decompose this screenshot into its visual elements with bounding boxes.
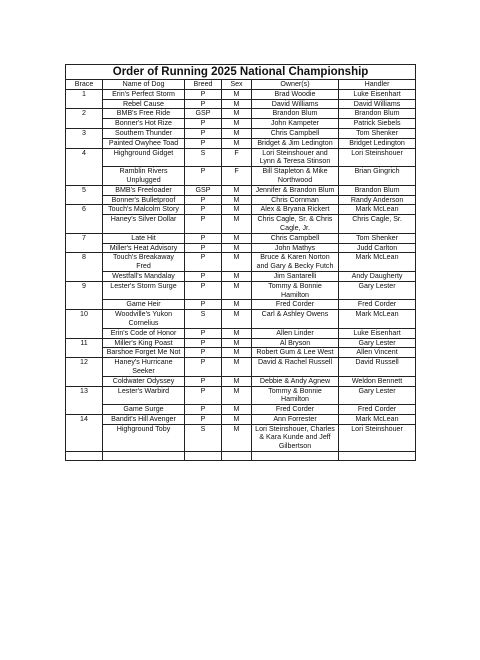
owner-cell: Tommy & Bonnie Hamilton — [252, 386, 339, 405]
table-row — [66, 195, 416, 205]
dog-name-cell: Lester's Warbird — [103, 386, 185, 405]
owner-cell: Jennifer & Brandon Blum — [252, 185, 339, 195]
brace-cell — [66, 405, 103, 415]
breed-cell: P — [185, 243, 222, 253]
header-owners: Owner(s) — [252, 80, 339, 90]
breed-cell: P — [185, 386, 222, 405]
owner-cell: John Mathys — [252, 243, 339, 253]
dog-name-cell: Rebel Cause — [103, 99, 185, 109]
breed-cell: P — [185, 89, 222, 99]
handler-cell: Luke Eisenhart — [339, 89, 416, 99]
owner-cell: Brad Woodie — [252, 89, 339, 99]
brace-cell: 4 — [66, 148, 103, 167]
handler-cell: Bridget Ledington — [339, 138, 416, 148]
table-row — [66, 99, 416, 109]
dog-name-cell: Coldwater Odyssey — [103, 376, 185, 386]
sex-cell: M — [222, 338, 252, 348]
brace-cell: 11 — [66, 338, 103, 348]
table-row — [66, 148, 416, 167]
table-row — [66, 414, 416, 424]
breed-cell: P — [185, 205, 222, 215]
sex-cell: M — [222, 358, 252, 377]
header-breed: Breed — [185, 80, 222, 90]
handler-cell: Mark McLean — [339, 414, 416, 424]
dog-name-cell: Painted Owyhee Toad — [103, 138, 185, 148]
dog-name-cell: BMB's Free Ride — [103, 109, 185, 119]
table-row — [66, 128, 416, 138]
brace-cell — [66, 348, 103, 358]
breed-cell: P — [185, 376, 222, 386]
table-row — [66, 328, 416, 338]
dog-name-cell: Haney's Silver Dollar — [103, 215, 185, 234]
sex-cell: M — [222, 128, 252, 138]
header-handler: Handler — [339, 80, 416, 90]
sex-cell: M — [222, 405, 252, 415]
handler-cell: Weldon Bennett — [339, 376, 416, 386]
sex-cell: F — [222, 148, 252, 167]
header-sex: Sex — [222, 80, 252, 90]
handler-cell: Gary Lester — [339, 386, 416, 405]
owner-cell: Bill Stapleton & Mike Northwood — [252, 167, 339, 186]
brace-cell — [66, 119, 103, 129]
brace-cell — [66, 99, 103, 109]
empty-cell — [185, 452, 222, 461]
table-row — [66, 233, 416, 243]
owner-cell: Chris Campbell — [252, 233, 339, 243]
brace-cell: 9 — [66, 281, 103, 300]
breed-cell: P — [185, 271, 222, 281]
handler-cell: Andy Daugherty — [339, 271, 416, 281]
owner-cell: Chris Cagle, Sr. & Chris Cagle, Jr. — [252, 215, 339, 234]
sex-cell: M — [222, 99, 252, 109]
brace-cell: 12 — [66, 358, 103, 377]
owner-cell: Bruce & Karen Norton and Gary & Becky Futch — [252, 253, 339, 272]
header-row — [66, 80, 416, 90]
dog-name-cell: Miller's King Poast — [103, 338, 185, 348]
sex-cell: M — [222, 414, 252, 424]
table-row — [66, 281, 416, 300]
sex-cell: M — [222, 89, 252, 99]
handler-cell: Allen Vincent — [339, 348, 416, 358]
dog-name-cell: Bonner's Bulletproof — [103, 195, 185, 205]
brace-cell: 7 — [66, 233, 103, 243]
table-row — [66, 253, 416, 272]
dog-name-cell: Touch's Breakaway Fred — [103, 253, 185, 272]
header-dog-name: Name of Dog — [103, 80, 185, 90]
handler-cell: Gary Lester — [339, 338, 416, 348]
dog-name-cell: Erin's Perfect Storm — [103, 89, 185, 99]
dog-name-cell: Lester's Storm Surge — [103, 281, 185, 300]
brace-cell — [66, 424, 103, 451]
owner-cell: Lori Steinshouer, Charles & Kara Kunde and Jeff Gilbertson — [252, 424, 339, 451]
table-row — [66, 205, 416, 215]
dog-name-cell: Erin's Code of Honor — [103, 328, 185, 338]
breed-cell: P — [185, 328, 222, 338]
dog-name-cell: Westfall's Mandalay — [103, 271, 185, 281]
sex-cell: F — [222, 167, 252, 186]
table-row — [66, 109, 416, 119]
owner-cell: Tommy & Bonnie Hamilton — [252, 281, 339, 300]
breed-cell: P — [185, 414, 222, 424]
handler-cell: Randy Anderson — [339, 195, 416, 205]
brace-cell: 6 — [66, 205, 103, 215]
breed-cell: P — [185, 138, 222, 148]
table-row — [66, 185, 416, 195]
breed-cell: P — [185, 215, 222, 234]
owner-cell: Allen Linder — [252, 328, 339, 338]
sex-cell: M — [222, 300, 252, 310]
brace-cell: 3 — [66, 128, 103, 138]
brace-cell — [66, 376, 103, 386]
breed-cell: P — [185, 358, 222, 377]
handler-cell: Lori Steinshouer — [339, 148, 416, 167]
sex-cell: M — [222, 233, 252, 243]
dog-name-cell: Late Hit — [103, 233, 185, 243]
brace-cell — [66, 328, 103, 338]
dog-name-cell: Southern Thunder — [103, 128, 185, 138]
owner-cell: Ann Forrester — [252, 414, 339, 424]
owner-cell: Jim Santarelli — [252, 271, 339, 281]
dog-name-cell: Highground Toby — [103, 424, 185, 451]
brace-cell — [66, 167, 103, 186]
handler-cell: David Williams — [339, 99, 416, 109]
table-row — [66, 89, 416, 99]
owner-cell: Brandon Blum — [252, 109, 339, 119]
breed-cell: GSP — [185, 109, 222, 119]
sex-cell: M — [222, 185, 252, 195]
sex-cell: M — [222, 348, 252, 358]
brace-cell — [66, 138, 103, 148]
owner-cell: Carl & Ashley Owens — [252, 310, 339, 329]
brace-cell: 2 — [66, 109, 103, 119]
owner-cell: Lori Steinshouer and Lynn & Teresa Stinson — [252, 148, 339, 167]
breed-cell: P — [185, 195, 222, 205]
handler-cell: Lori Steinshouer — [339, 424, 416, 451]
sex-cell: M — [222, 243, 252, 253]
table-row — [66, 167, 416, 186]
table-row — [66, 119, 416, 129]
table-row — [66, 300, 416, 310]
empty-cell — [66, 452, 103, 461]
breed-cell: P — [185, 338, 222, 348]
brace-cell — [66, 243, 103, 253]
handler-cell: Brandon Blum — [339, 109, 416, 119]
handler-cell: Tom Shenker — [339, 233, 416, 243]
brace-cell — [66, 195, 103, 205]
breed-cell: P — [185, 233, 222, 243]
dog-name-cell: Ramblin Rivers Unplugged — [103, 167, 185, 186]
owner-cell: Al Bryson — [252, 338, 339, 348]
brace-cell: 8 — [66, 253, 103, 272]
dog-name-cell: Miller's Heat Advisory — [103, 243, 185, 253]
brace-cell: 5 — [66, 185, 103, 195]
brace-cell — [66, 215, 103, 234]
handler-cell: Patrick Siebels — [339, 119, 416, 129]
breed-cell: P — [185, 253, 222, 272]
empty-cell — [103, 452, 185, 461]
handler-cell: Chris Cagle, Sr. — [339, 215, 416, 234]
dog-name-cell: BMB's Freeloader — [103, 185, 185, 195]
empty-cell — [339, 452, 416, 461]
sex-cell: M — [222, 424, 252, 451]
brace-cell: 10 — [66, 310, 103, 329]
table-row — [66, 358, 416, 377]
owner-cell: Bridget & Jim Ledington — [252, 138, 339, 148]
sex-cell: M — [222, 215, 252, 234]
empty-cell — [252, 452, 339, 461]
breed-cell: P — [185, 300, 222, 310]
table-title: Order of Running 2025 National Championship — [66, 65, 416, 80]
table-row — [66, 215, 416, 234]
owner-cell: Fred Corder — [252, 300, 339, 310]
handler-cell: Fred Corder — [339, 405, 416, 415]
breed-cell: GSP — [185, 185, 222, 195]
sex-cell: M — [222, 271, 252, 281]
table-row — [66, 405, 416, 415]
breed-cell: P — [185, 405, 222, 415]
sex-cell: M — [222, 376, 252, 386]
table-row — [66, 271, 416, 281]
empty-cell — [222, 452, 252, 461]
handler-cell: Mark McLean — [339, 310, 416, 329]
handler-cell: Mark McLean — [339, 205, 416, 215]
dog-name-cell: Game Surge — [103, 405, 185, 415]
sex-cell: M — [222, 138, 252, 148]
breed-cell: S — [185, 424, 222, 451]
owner-cell: John Kampeter — [252, 119, 339, 129]
sex-cell: M — [222, 386, 252, 405]
dog-name-cell: Woodville's Yukon Cornelius — [103, 310, 185, 329]
sex-cell: M — [222, 328, 252, 338]
brace-cell — [66, 300, 103, 310]
dog-name-cell: Bandit's Hill Avenger — [103, 414, 185, 424]
brace-cell: 14 — [66, 414, 103, 424]
handler-cell: Brandon Blum — [339, 185, 416, 195]
breed-cell: P — [185, 281, 222, 300]
breed-cell: P — [185, 119, 222, 129]
owner-cell: David Williams — [252, 99, 339, 109]
owner-cell: Chris Campbell — [252, 128, 339, 138]
table-row — [66, 424, 416, 451]
breed-cell: S — [185, 148, 222, 167]
breed-cell: P — [185, 167, 222, 186]
dog-name-cell: Haney's Hurricane Seeker — [103, 358, 185, 377]
handler-cell: Gary Lester — [339, 281, 416, 300]
handler-cell: Tom Shenker — [339, 128, 416, 138]
table-row — [66, 243, 416, 253]
table-row — [66, 376, 416, 386]
handler-cell: David Russell — [339, 358, 416, 377]
sex-cell: M — [222, 195, 252, 205]
handler-cell: Fred Corder — [339, 300, 416, 310]
table-row — [66, 310, 416, 329]
dog-name-cell: Bonner's Hot Rize — [103, 119, 185, 129]
breed-cell: P — [185, 128, 222, 138]
dog-name-cell: Highground Gidget — [103, 148, 185, 167]
owner-cell: Fred Corder — [252, 405, 339, 415]
dog-name-cell: Barshoe Forget Me Not — [103, 348, 185, 358]
empty-row — [66, 452, 416, 461]
sex-cell: M — [222, 310, 252, 329]
brace-cell — [66, 271, 103, 281]
breed-cell: P — [185, 99, 222, 109]
handler-cell: Mark McLean — [339, 253, 416, 272]
table-row — [66, 348, 416, 358]
sex-cell: M — [222, 109, 252, 119]
brace-cell: 13 — [66, 386, 103, 405]
sex-cell: M — [222, 119, 252, 129]
brace-cell: 1 — [66, 89, 103, 99]
table-row — [66, 386, 416, 405]
sex-cell: M — [222, 281, 252, 300]
dog-name-cell: Touch's Malcolm Story — [103, 205, 185, 215]
owner-cell: Robert Gum & Lee West — [252, 348, 339, 358]
owner-cell: Debbie & Andy Agnew — [252, 376, 339, 386]
handler-cell: Brian Gingrich — [339, 167, 416, 186]
order-of-running-table — [65, 64, 416, 461]
table-row — [66, 338, 416, 348]
breed-cell: S — [185, 310, 222, 329]
owner-cell: David & Rachel Russell — [252, 358, 339, 377]
table-row — [66, 138, 416, 148]
sex-cell: M — [222, 253, 252, 272]
sex-cell: M — [222, 205, 252, 215]
header-brace: Brace — [66, 80, 103, 90]
handler-cell: Judd Carlton — [339, 243, 416, 253]
handler-cell: Luke Eisenhart — [339, 328, 416, 338]
owner-cell: Alex & Bryana Rickert — [252, 205, 339, 215]
owner-cell: Chris Cornman — [252, 195, 339, 205]
breed-cell: P — [185, 348, 222, 358]
dog-name-cell: Game Heir — [103, 300, 185, 310]
